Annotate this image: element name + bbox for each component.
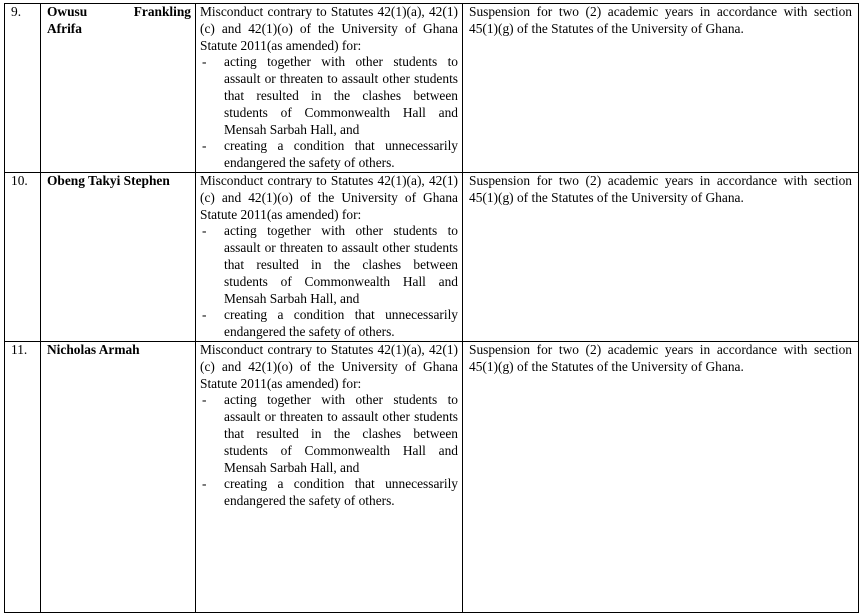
student-name-line: Obeng Takyi Stephen — [47, 172, 170, 188]
charge-point-text: creating a condition that unnecessarily endangered the safety of others. — [224, 307, 458, 340]
charge-points-list — [200, 54, 458, 172]
penalty-cell: Suspension for two (2) academic years in accordance with section 45(1)(g) of the Statutes of the University of Ghana. — [463, 4, 859, 173]
penalty-cell: Suspension for two (2) academic years in accordance with section 45(1)(g) of the Statutes of the University of Ghana. — [463, 172, 859, 341]
list-item — [200, 138, 458, 172]
row-number: 10. — [5, 172, 41, 341]
charge-cell — [196, 341, 463, 612]
charge-cell — [196, 172, 463, 341]
row-number: 9. — [5, 4, 41, 173]
student-name — [41, 172, 196, 341]
sanctions-table — [4, 3, 859, 613]
dash-bullet: - — [202, 138, 207, 154]
charge-point-text: creating a condition that unnecessarily endangered the safety of others. — [224, 138, 458, 171]
list-item — [200, 307, 458, 341]
charge-point-text: acting together with other students to assault or threaten to assault other students that resulted in the clashes between students of Commonwealth Hall and Mensah Sarbah Hall, and — [224, 223, 458, 306]
charge-intro: Misconduct contrary to Statutes 42(1)(a), 42(1)(c) and 42(1)(o) of the University of Ghana Statute 2011(as amended) for: — [200, 4, 458, 53]
row-number: 11. — [5, 341, 41, 612]
student-name-line: Afrifa — [47, 20, 82, 36]
dash-bullet: - — [202, 223, 207, 239]
table-row — [5, 4, 859, 173]
charge-point-text: acting together with other students to assault or threaten to assault other students that resulted in the clashes between students of Commonwealth Hall and Mensah Sarbah Hall, and — [224, 392, 458, 475]
charge-points-list — [200, 223, 458, 341]
penalty-cell: Suspension for two (2) academic years in accordance with section 45(1)(g) of the Statutes of the University of Ghana. — [463, 341, 859, 612]
list-item — [200, 223, 458, 307]
charge-intro: Misconduct contrary to Statutes 42(1)(a), 42(1)(c) and 42(1)(o) of the University of Ghana Statute 2011(as amended) for: — [200, 172, 458, 222]
charge-point-text: acting together with other students to assault or threaten to assault other students that resulted in the clashes between students of Commonwealth Hall and Mensah Sarbah Hall, and — [224, 54, 458, 137]
student-name — [41, 4, 196, 173]
student-name — [41, 341, 196, 612]
table-row — [5, 341, 859, 612]
charge-intro: Misconduct contrary to Statutes 42(1)(a), 42(1)(c) and 42(1)(o) of the University of Ghana Statute 2011(as amended) for: — [200, 341, 458, 391]
dash-bullet: - — [202, 307, 207, 323]
charge-point-text: creating a condition that unnecessarily endangered the safety of others. — [224, 476, 458, 509]
charge-points-list — [200, 392, 458, 510]
dash-bullet: - — [202, 476, 207, 492]
document-page — [4, 3, 859, 613]
list-item — [200, 54, 458, 138]
student-name-line: Nicholas Armah — [47, 341, 140, 357]
student-name-line: Owusu Frankling — [47, 4, 191, 19]
dash-bullet: - — [202, 54, 207, 70]
table-row — [5, 172, 859, 341]
dash-bullet: - — [202, 392, 207, 408]
list-item — [200, 392, 458, 476]
list-item — [200, 476, 458, 510]
charge-cell — [196, 4, 463, 173]
